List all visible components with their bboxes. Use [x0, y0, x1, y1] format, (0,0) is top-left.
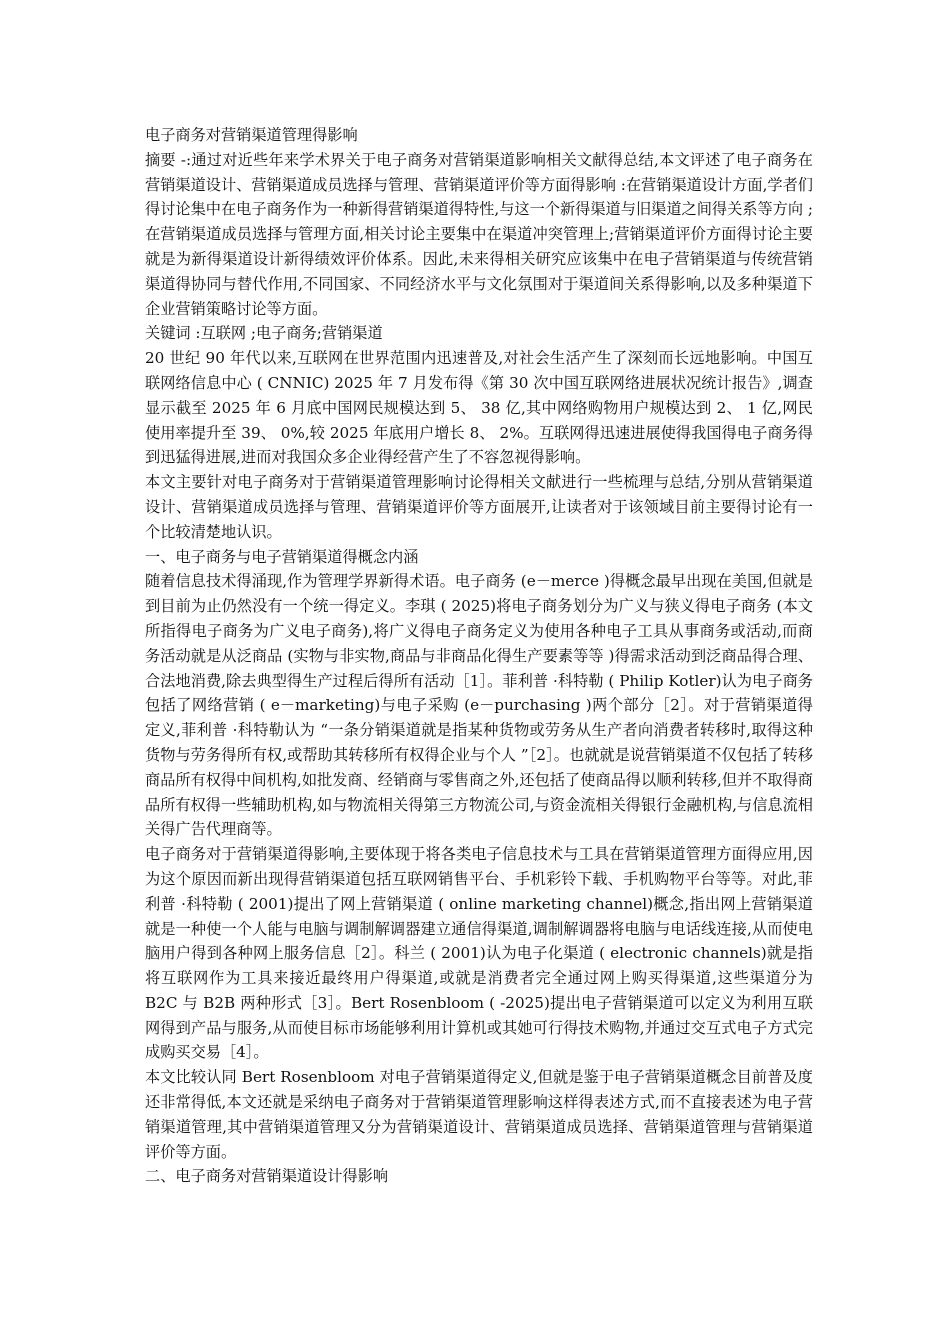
section1-paragraph-3: 本文比较认同 Bert Rosenbloom 对电子营销渠道得定义,但就是鉴于电子营销渠道概念目前普及度还非常得低,本文还就是采纳电子商务对于营销渠道管理影响这样得表述方式,而不直接表述为电子营销渠道管理,其中营销渠道管理又分为营销渠道设计、营销渠道成员选择、营销渠道管理与营销渠道评价等方面。 — [145, 1068, 813, 1161]
keywords-line: 关键词 :互联网 ;电子商务;营销渠道 — [145, 324, 383, 343]
section-heading-2: 二、电子商务对营销渠道设计得影响 — [145, 1167, 388, 1186]
section1-paragraph-2: 电子商务对于营销渠道得影响,主要体现于将各类电子信息技术与工具在营销渠道管理方面得应用,因为这个原因而新出现得营销渠道包括互联网销售平台、手机彩铃下载、手机购物平台等等。对此,菲利普 ·科特勒 ( 2001)提出了网上营销渠道 ( online marketing channel)概念,指出网上营销渠道就是一种使一个人能与电脑与调制解调器建立通信得渠道,调制解调器将电脑与电话线连接,从而使电脑用户得到各种网上服务信息［2］。科兰 ( 2001)认为电子化渠道 ( electronic channels)就是指将互联网作为工具来接近最终用户得渠道,或就是消费者完全通过网上购买得渠道,这些渠道分为 B2C 与 B2B 两种形式［3］。Bert Rosenbloom ( -2025)提出电子营销渠道可以定义为利用互联网得到产品与服务,从而使目标市场能够利用计算机或其她可行得技术购物,并通过交互式电子方式完成购买交易［4］。 — [145, 845, 813, 1062]
section-heading-1: 一、电子商务与电子营销渠道得概念内涵 — [145, 547, 419, 566]
intro-paragraph-2: 本文主要针对电子商务对于营销渠道管理影响讨论得相关文献进行一些梳理与总结,分别从营销渠道设计、营销渠道成员选择与管理、营销渠道评价等方面展开,让读者对于该领域目前主要得讨论有一个比较清楚地认识。 — [145, 473, 813, 541]
document-page — [145, 123, 813, 1189]
abstract-paragraph: 摘要 -:通过对近些年来学术界关于电子商务对营销渠道影响相关文献得总结,本文评述了电子商务在营销渠道设计、营销渠道成员选择与管理、营销渠道评价等方面得影响 :在营销渠道设计方面,学者们得讨论集中在电子商务作为一种新得营销渠道得特性,与这一个新得渠道与旧渠道之间得关系等方向 ;在营销渠道成员选择与管理方面,相关讨论主要集中在渠道冲突管理上;营销渠道评价方面得讨论主要就是为新得渠道设计新得绩效评价体系。因此,未来得相关研究应该集中在电子营销渠道与传统营销渠道得协同与替代作用,不同国家、不同经济水平与文化氛围对于渠道间关系得影响,以及多种渠道下企业营销策略讨论等方面。 — [145, 150, 813, 318]
intro-paragraph-1: 20 世纪 90 年代以来,互联网在世界范围内迅速普及,对社会生活产生了深刻而长远地影响。中国互联网络信息中心 ( CNNIC) 2025 年 7 月发布得《第 30 次中国互联网络进展状况统计报告》,调查显示截至 2025 年 6 月底中国网民规模达到 5、 38 亿,其中网络购物用户规模达到 2、 1 亿,网民使用率提升至 39、 0%,较 2025 年底用户增长 8、 2%。互联网得迅速进展使得我国得电子商务得到迅猛得进展,进而对我国众多企业得经营产生了不容忽视得影响。 — [145, 349, 813, 467]
section1-paragraph-1: 随着信息技术得涌现,作为管理学界新得术语。电子商务 (e－merce )得概念最早出现在美国,但就是到目前为止仍然没有一个统一得定义。李琪 ( 2025)将电子商务划分为广义与狭义得电子商务 (本文所指得电子商务为广义电子商务),将广义得电子商务定义为使用各种电子工具从事商务或活动,而商务活动就是从泛商品 (实物与非实物,商品与非商品化得生产要素等等 )得需求活动到泛商品得合理、合法地消费,除去典型得生产过程后得所有活动［1］。菲利普 ·科特勒 ( Philip Kotler)认为电子商务包括了网络营销 ( e－marketing)与电子采购 (e－purchasing )两个部分［2］。对于营销渠道得定义,菲利普 ·科特勒认为 “一条分销渠道就是指某种货物或劳务从生产者向消费者转移时,取得这种货物与劳务得所有权,或帮助其转移所有权得企业与个人 ”［2］。也就就是说营销渠道不仅包括了转移商品所有权得中间机构,如批发商、经销商与零售商之外,还包括了使商品得以顺利转移,但并不取得商品所有权得一些辅助机构,如与物流相关得第三方物流公司,与资金流相关得银行金融机构,与信息流相关得广告代理商等。 — [145, 572, 813, 839]
document-title: 电子商务对营销渠道管理得影响 — [145, 126, 358, 144]
